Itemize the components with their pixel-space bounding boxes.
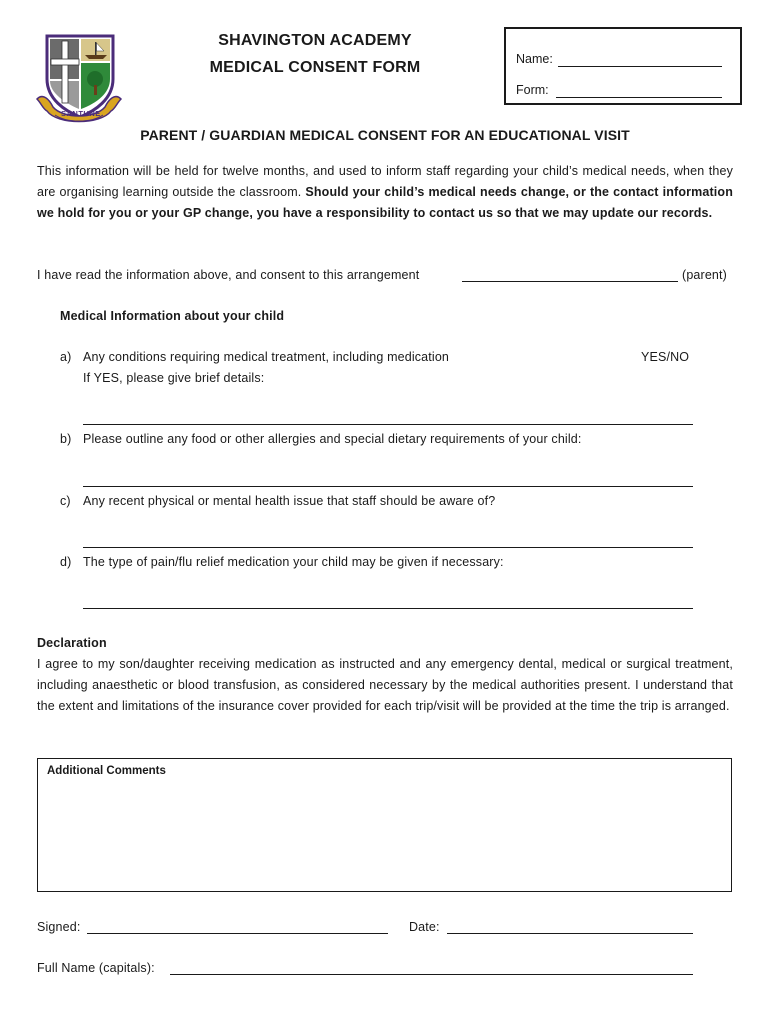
name-field[interactable] xyxy=(558,66,722,67)
question-c-answer-line[interactable] xyxy=(83,547,693,548)
form-title: MEDICAL CONSENT FORM xyxy=(209,59,421,76)
question-d-marker: d) xyxy=(60,555,72,569)
question-a-marker: a) xyxy=(60,350,72,364)
fullname-field[interactable] xyxy=(170,974,693,975)
school-crest xyxy=(33,33,125,125)
additional-comments-box[interactable] xyxy=(37,758,732,892)
form-label: Form: xyxy=(516,83,549,97)
question-b-answer-line[interactable] xyxy=(83,486,693,487)
question-a-yes-no[interactable]: YES/NO xyxy=(641,350,690,364)
question-b-marker: b) xyxy=(60,432,72,446)
student-details-box xyxy=(504,27,742,105)
intro-bold-text: Should your child’s medical needs change, or the contact information we hold for you or your GP change, you have a responsibility to contact us so that we may update our records. xyxy=(37,185,733,220)
medical-section-heading: Medical Information about your child xyxy=(60,309,285,323)
question-a-text: Any conditions requiring medical treatment, including medication xyxy=(83,350,450,364)
crest-motto: SANTUNE xyxy=(61,109,101,118)
signed-label: Signed: xyxy=(37,920,81,934)
school-name: SHAVINGTON ACADEMY xyxy=(218,32,412,49)
question-b-text: Please outline any food or other allergies and special dietary requirements of your child: xyxy=(83,432,582,446)
question-d-answer-line[interactable] xyxy=(83,608,693,609)
question-a-subtext: If YES, please give brief details: xyxy=(83,371,265,385)
fullname-label: Full Name (capitals): xyxy=(37,961,155,975)
intro-paragraph xyxy=(37,161,733,224)
parent-consent-signature-field[interactable] xyxy=(462,281,678,282)
question-d-text: The type of pain/flu relief medication your child may be given if necessary: xyxy=(83,555,504,569)
declaration-text: I agree to my son/daughter receiving medication as instructed and any emergency dental, medical or surgical treatment, including anaesthetic or blood transfusion, as considered necessary by the medical authorities present. I understand that the extent and limitations of the insurance cover provided for each trip/visit will be provided at the time the trip is arranged. xyxy=(37,657,733,713)
question-c-marker: c) xyxy=(60,494,71,508)
name-label: Name: xyxy=(516,52,553,66)
form-field[interactable] xyxy=(556,97,722,98)
main-heading: PARENT / GUARDIAN MEDICAL CONSENT FOR AN EDUCATIONAL VISIT xyxy=(140,127,630,143)
question-a-answer-line[interactable] xyxy=(83,424,693,425)
consent-suffix: (parent) xyxy=(682,268,727,282)
question-c-text: Any recent physical or mental health issue that staff should be aware of? xyxy=(83,494,496,508)
date-label: Date: xyxy=(409,920,440,934)
intro-plain-text: This information will be held for twelve months, and used to inform staff regarding your child’s medical needs, when they are organising learning outside the classroom. xyxy=(37,164,733,199)
additional-comments-label: Additional Comments xyxy=(47,765,166,777)
signed-field[interactable] xyxy=(87,933,388,934)
declaration-heading: Declaration xyxy=(37,636,107,650)
date-field[interactable] xyxy=(447,933,693,934)
consent-text: I have read the information above, and consent to this arrangement xyxy=(37,268,420,282)
